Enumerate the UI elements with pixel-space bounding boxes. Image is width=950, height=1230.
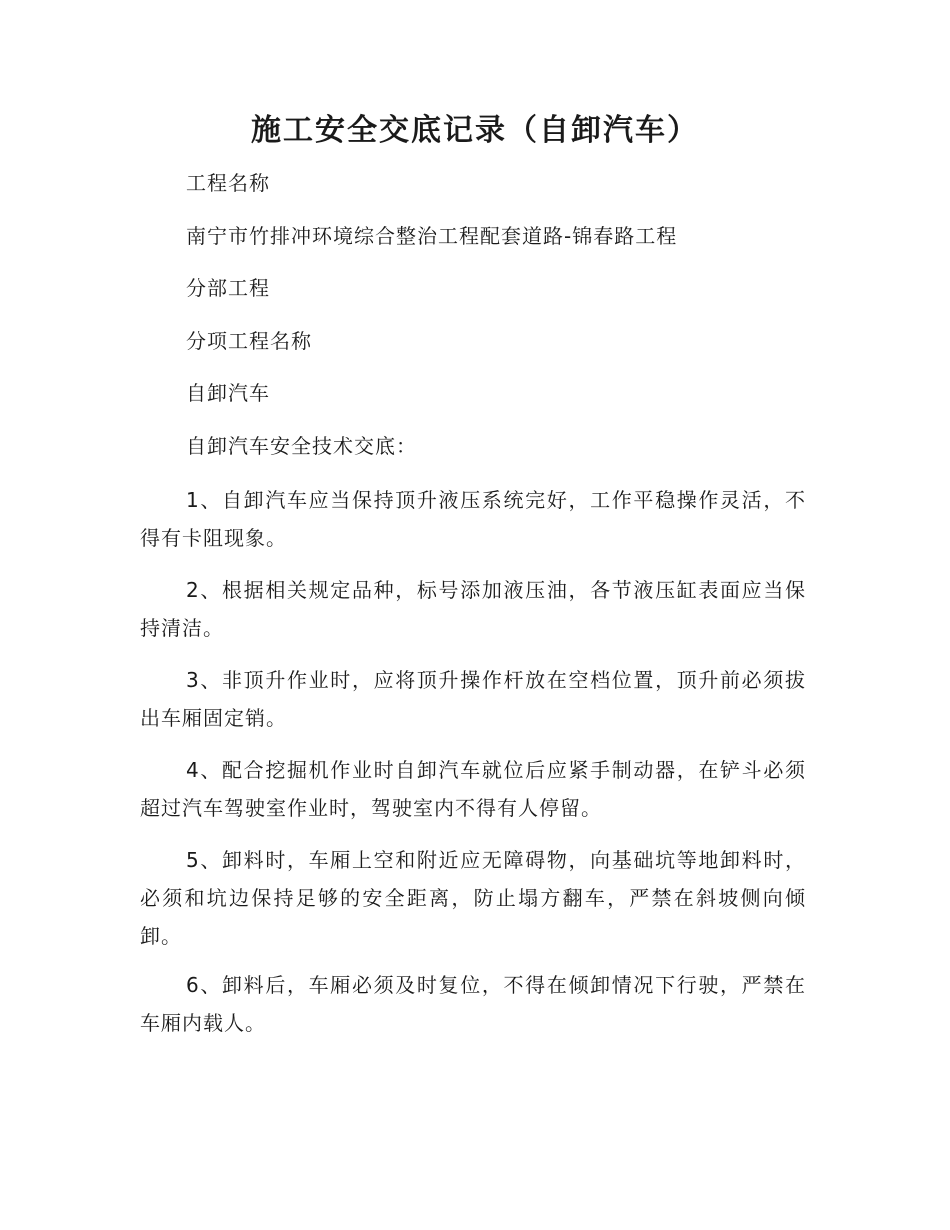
safety-item-2: 2、根据相关规定品种，标号添加液压油，各节液压缸表面应当保持清洁。 [140, 578, 806, 640]
project-name-value: 南宁市竹排冲环境综合整治工程配套道路-锦春路工程 [186, 224, 678, 248]
division-label: 分部工程 [186, 276, 270, 300]
safety-item-5: 5、卸料时，车厢上空和附近应无障碍物，向基础坑等地卸料时，必须和坑边保持足够的安全距离，防止塌方翻车，严禁在斜坡侧向倾卸。 [140, 848, 806, 948]
safety-item-4: 4、配合挖掘机作业时自卸汽车就位后应紧手制动器，在铲斗必须超过汽车驾驶室作业时，驾驶室内不得有人停留。 [140, 758, 806, 820]
subitem-value: 自卸汽车 [186, 381, 270, 405]
disclosure-heading: 自卸汽车安全技术交底： [186, 434, 417, 458]
subitem-label: 分项工程名称 [186, 329, 312, 353]
safety-item-6: 6、卸料后，车厢必须及时复位，不得在倾卸情况下行驶，严禁在车厢内载人。 [140, 973, 806, 1035]
safety-item-3: 3、非顶升作业时，应将顶升操作杆放在空档位置，顶升前必须拔出车厢固定销。 [140, 668, 806, 730]
safety-item-1: 1、自卸汽车应当保持顶升液压系统完好，工作平稳操作灵活，不得有卡阻现象。 [140, 488, 806, 550]
document-title: 施工安全交底记录（自卸汽车） [251, 113, 699, 148]
project-name-label: 工程名称 [186, 171, 270, 195]
